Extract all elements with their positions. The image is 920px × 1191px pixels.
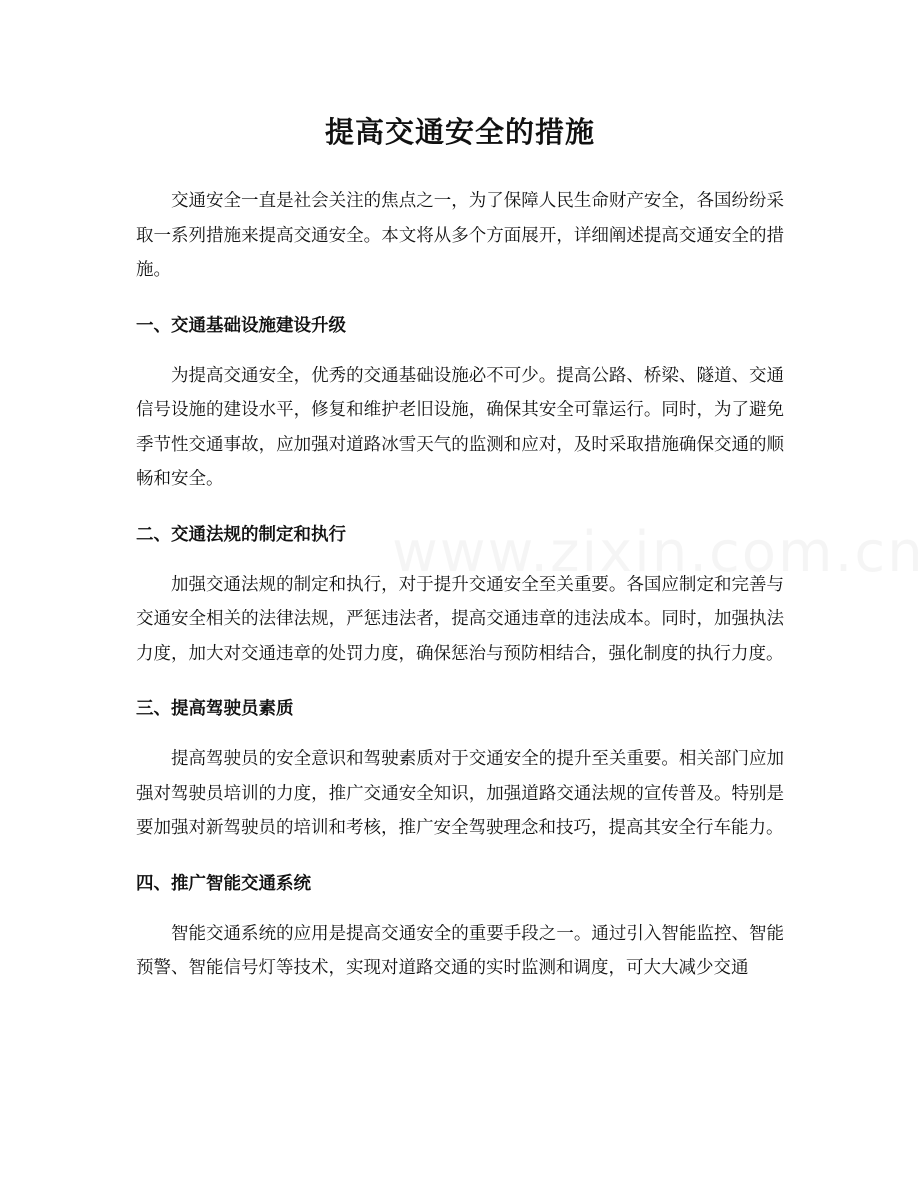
section-1 [136, 309, 784, 497]
section-heading: 三、提高驾驶员素质 [136, 699, 294, 719]
section-heading: 二、交通法规的制定和执行 [136, 524, 346, 545]
document-page [136, 0, 784, 986]
section-2 [136, 518, 784, 672]
section-heading: 四、推广智能交通系统 [136, 873, 311, 894]
section-paragraph: 加强交通法规的制定和执行，对于提升交通安全至关重要。各国应制定和完善与交通安全相关的法律法规，严惩违法者，提高交通违章的违法成本。同时，加强执法力度，加大对交通违章的处罚力度，确保惩治与预防相结合，强化制度的执行力度。 [136, 574, 784, 664]
intro-paragraph: 交通安全一直是社会关注的焦点之一，为了保障人民生命财产安全，各国纷纷采取一系列措施来提高交通安全。本文将从多个方面展开，详细阐述提高交通安全的措施。 [136, 191, 784, 280]
section-paragraph: 智能交通系统的应用是提高交通安全的重要手段之一。通过引入智能监控、智能预警、智能信号灯等技术，实现对道路交通的实时监测和调度，可大大减少交通 [136, 923, 784, 978]
section-4 [136, 867, 784, 986]
section-heading: 一、交通基础设施建设升级 [136, 315, 346, 336]
section-3 [136, 692, 784, 846]
document-title: 提高交通安全的措施 [324, 115, 595, 149]
section-paragraph: 为提高交通安全，优秀的交通基础设施必不可少。提高公路、桥梁、隧道、交通信号设施的建设水平，修复和维护老旧设施，确保其安全可靠运行。同时，为了避免季节性交通事故，应加强对道路冰雪天气的监测和应对，及时采取措施确保交通的顺畅和安全。 [136, 365, 784, 489]
section-paragraph: 提高驾驶员的安全意识和驾驶素质对于交通安全的提升至关重要。相关部门应加强对驾驶员培训的力度，推广交通安全知识，加强道路交通法规的宣传普及。特别是要加强对新驾驶员的培训和考核，推广安全驾驶理念和技巧，提高其安全行车能力。 [136, 749, 784, 838]
